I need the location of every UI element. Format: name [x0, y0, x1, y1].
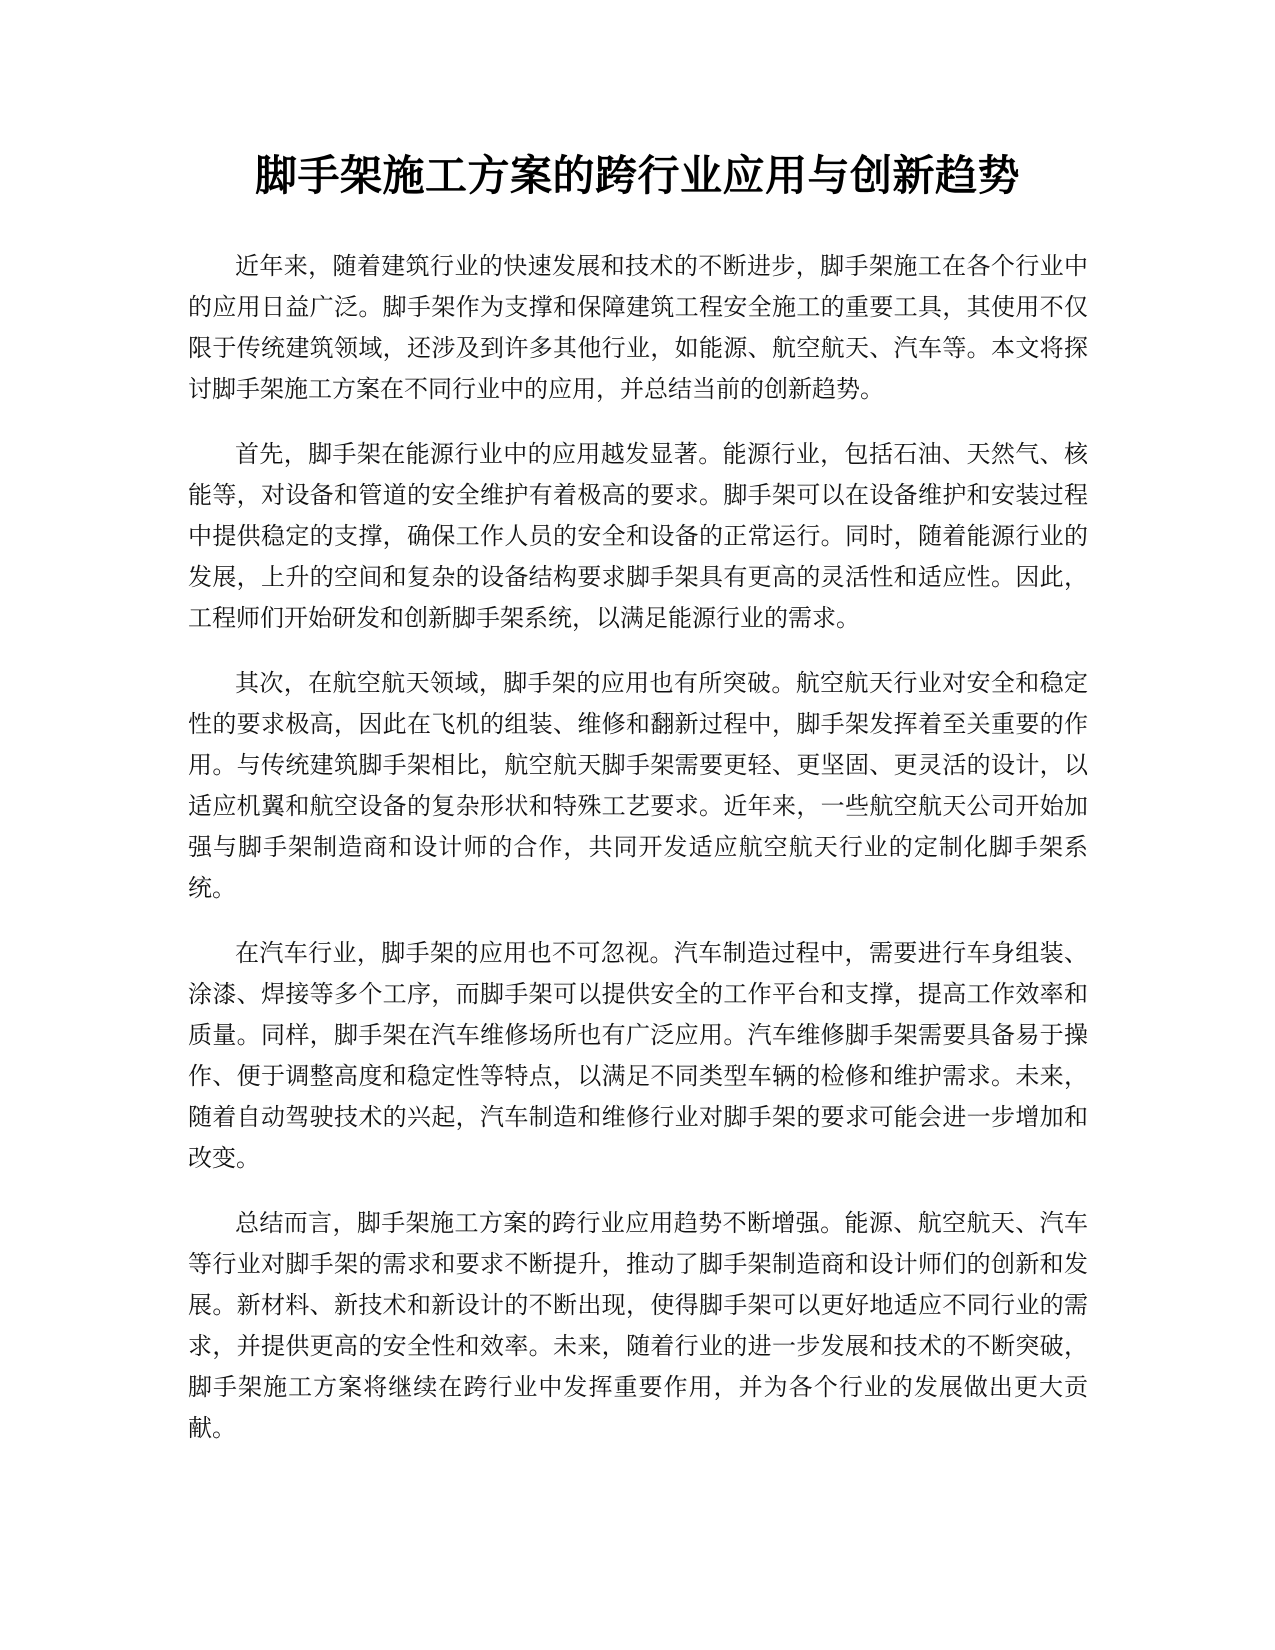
document-title: 脚手架施工方案的跨行业应用与创新趋势	[254, 151, 1020, 200]
paragraph-automotive: 在汽车行业，脚手架的应用也不可忽视。汽车制造过程中，需要进行车身组装、涂漆、焊接等多个工序，而脚手架可以提供安全的工作平台和支撑，提高工作效率和质量。同样，脚手架在汽车维修场所也有广泛应用。汽车维修脚手架需要具备易于操作、便于调整高度和稳定性等特点，以满足不同类型车辆的检修和维护需求。未来，随着自动驾驶技术的兴起，汽车制造和维修行业对脚手架的要求可能会进一步增加和改变。	[188, 939, 1088, 1172]
paragraph-energy: 首先，脚手架在能源行业中的应用越发显著。能源行业，包括石油、天然气、核能等，对设备和管道的安全维护有着极高的要求。脚手架可以在设备维护和安装过程中提供稳定的支撑，确保工作人员的安全和设备的正常运行。同时，随着能源行业的发展，上升的空间和复杂的设备结构要求脚手架具有更高的灵活性和适应性。因此，工程师们开始研发和创新脚手架系统，以满足能源行业的需求。	[188, 440, 1088, 632]
paragraph-intro: 近年来，随着建筑行业的快速发展和技术的不断进步，脚手架施工在各个行业中的应用日益广泛。脚手架作为支撑和保障建筑工程安全施工的重要工具，其使用不仅限于传统建筑领域，还涉及到许多其他行业，如能源、航空航天、汽车等。本文将探讨脚手架施工方案在不同行业中的应用，并总结当前的创新趋势。	[188, 252, 1088, 403]
paragraph-conclusion: 总结而言，脚手架施工方案的跨行业应用趋势不断增强。能源、航空航天、汽车等行业对脚手架的需求和要求不断提升，推动了脚手架制造商和设计师们的创新和发展。新材料、新技术和新设计的不断出现，使得脚手架可以更好地适应不同行业的需求，并提供更高的安全性和效率。未来，随着行业的进一步发展和技术的不断突破，脚手架施工方案将继续在跨行业中发挥重要作用，并为各个行业的发展做出更大贡献。	[188, 1209, 1088, 1442]
paragraph-aerospace: 其次，在航空航天领域，脚手架的应用也有所突破。航空航天行业对安全和稳定性的要求极高，因此在飞机的组装、维修和翻新过程中，脚手架发挥着至关重要的作用。与传统建筑脚手架相比，航空航天脚手架需要更轻、更坚固、更灵活的设计，以适应机翼和航空设备的复杂形状和特殊工艺要求。近年来，一些航空航天公司开始加强与脚手架制造商和设计师的合作，共同开发适应航空航天行业的定制化脚手架系统。	[188, 669, 1088, 902]
document-body	[188, 246, 1088, 1473]
